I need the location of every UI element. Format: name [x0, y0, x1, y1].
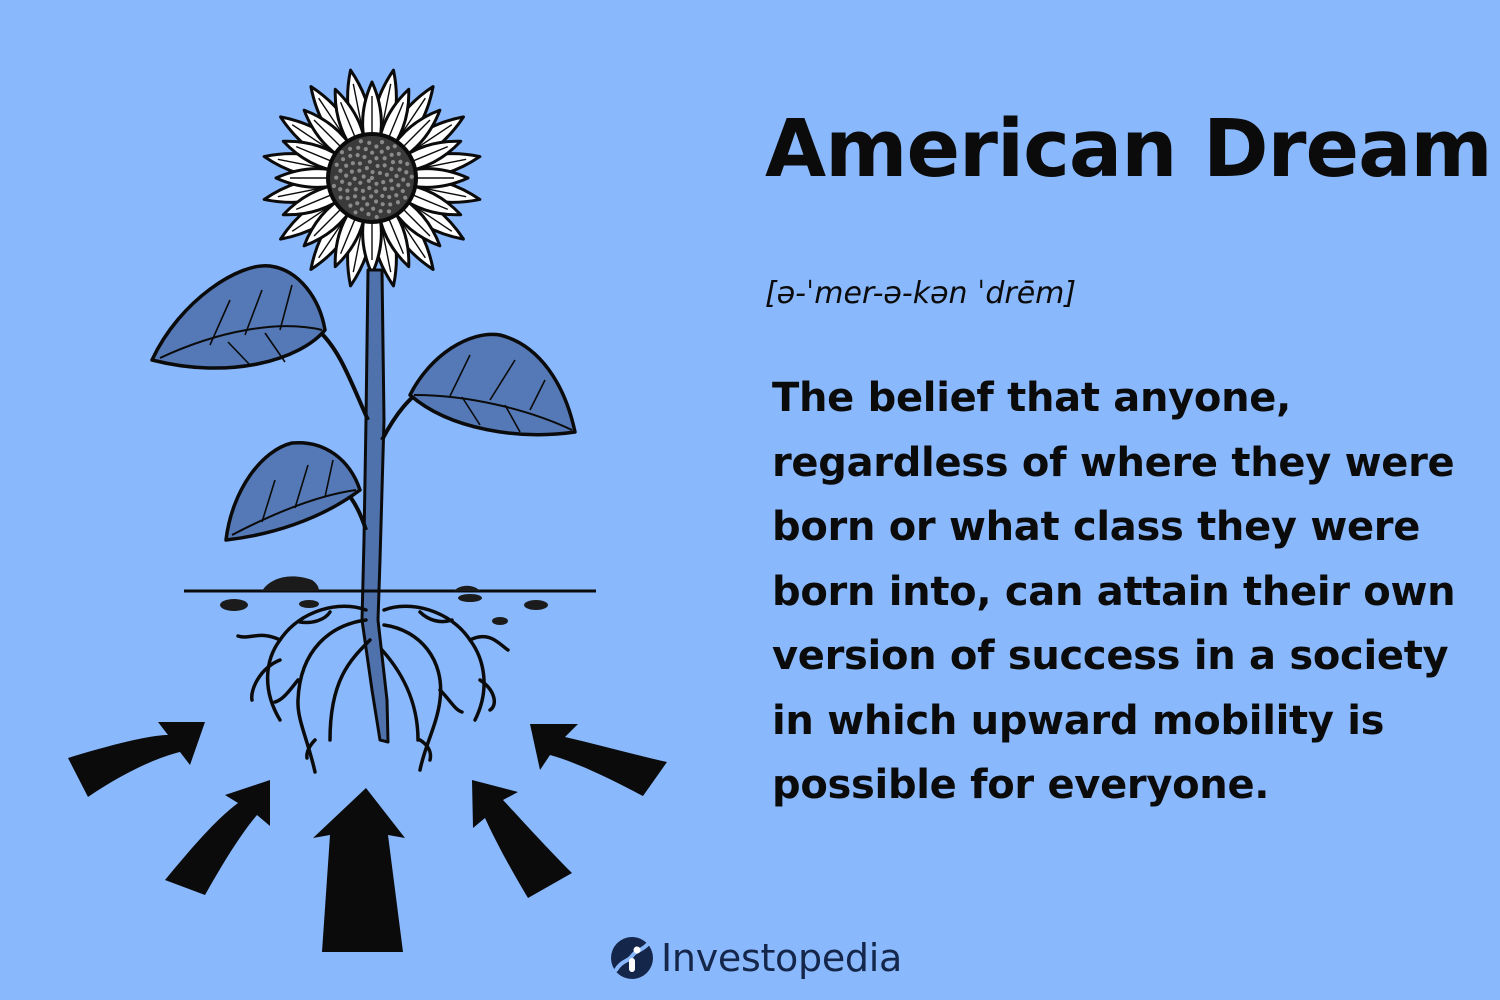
seed-dot — [341, 157, 345, 161]
seed-dot — [370, 170, 374, 174]
seed-dot — [362, 174, 366, 178]
leaf-right-icon — [410, 334, 575, 434]
seed-dot — [383, 156, 387, 160]
seed-dot — [348, 154, 352, 158]
seed-dot — [383, 163, 387, 167]
seed-dot — [383, 187, 387, 191]
seed-dot — [346, 196, 350, 200]
seed-dot — [374, 182, 378, 186]
seed-dot — [394, 174, 398, 178]
seed-dot — [390, 186, 394, 190]
arrow-icon — [530, 724, 667, 796]
seed-dot — [388, 202, 392, 206]
seed-dot — [358, 161, 362, 165]
seed-dot — [374, 199, 378, 203]
seed-dot — [378, 209, 382, 213]
seed-dot — [393, 144, 397, 148]
seed-dot — [386, 146, 390, 150]
seed-dot — [367, 179, 371, 183]
seed-dot — [398, 160, 402, 164]
seed-dot — [356, 146, 360, 150]
seed-dot — [353, 210, 357, 214]
seed-dot — [369, 194, 373, 198]
seed-dot — [354, 187, 358, 191]
seed-dot — [389, 178, 393, 182]
seed-dot — [398, 167, 402, 171]
seed-dot — [370, 176, 374, 180]
sunflower-icon — [264, 70, 480, 286]
arrow-icon — [313, 788, 405, 952]
seed-dot — [360, 207, 364, 211]
seed-dot — [387, 209, 391, 213]
seed-dot — [350, 169, 354, 173]
seed-dot — [401, 189, 405, 193]
seed-dot — [401, 177, 405, 181]
branch-left-upper — [318, 330, 368, 420]
seed-dot — [376, 164, 380, 168]
seed-dot — [397, 152, 401, 156]
seed-dot — [396, 183, 400, 187]
seed-dot — [348, 203, 352, 207]
seed-dot — [340, 150, 344, 154]
seed-dot — [374, 156, 378, 160]
leaf-upper-left-icon — [152, 266, 325, 368]
seed-dot — [381, 202, 385, 206]
seed-dot — [389, 167, 393, 171]
seed-dot — [375, 215, 379, 219]
seed-dot — [362, 155, 366, 159]
seed-dot — [338, 169, 342, 173]
seed-dot — [356, 153, 360, 157]
seed-dot — [355, 201, 359, 205]
seed-dot — [365, 166, 369, 170]
seed-dot — [381, 180, 385, 184]
seed-dot — [374, 144, 378, 148]
page-title: American Dream — [765, 103, 1492, 195]
seed-dot — [367, 141, 371, 145]
seed-dot — [380, 150, 384, 154]
definition-text: The belief that anyone, regardless of where they were born or what class they were born into, can attain their own version of success in a society in which upward mobility is possible for everyone. — [772, 375, 1456, 808]
seed-dot — [396, 200, 400, 204]
seed-dot — [353, 194, 357, 198]
leaf-lower-left-icon — [226, 443, 360, 540]
pronunciation: [ə-ˈmer-ə-kən ˈdrēm] — [765, 276, 1077, 311]
seed-dot — [344, 174, 348, 178]
seed-dot — [405, 162, 409, 166]
arrow-icon — [472, 780, 572, 898]
sunflower-illustration — [40, 60, 700, 960]
seed-dot — [367, 186, 371, 190]
seed-dot — [366, 212, 370, 216]
seed-dot — [374, 189, 378, 193]
seed-dot — [335, 163, 339, 167]
seed-dot — [344, 164, 348, 168]
seed-dot — [345, 189, 349, 193]
seed-dot — [348, 182, 352, 186]
seed-dot — [406, 183, 410, 187]
seed-dot — [387, 195, 391, 199]
seed-dot — [394, 193, 398, 197]
seed-dot — [353, 177, 357, 181]
seed-dot — [385, 173, 389, 177]
seed-dot — [361, 189, 365, 193]
brand-footer — [610, 934, 902, 982]
seed-dot — [351, 161, 355, 165]
seed-dot — [371, 207, 375, 211]
seed-dot — [370, 151, 374, 155]
seed-dot — [364, 147, 368, 151]
stem-icon — [362, 270, 388, 742]
seed-dot — [380, 194, 384, 198]
arrow-icon — [165, 780, 270, 895]
investopedia-logo-icon — [610, 936, 654, 980]
seed-dot — [348, 147, 352, 151]
soil-rocks — [220, 576, 548, 625]
seed-dot — [338, 195, 342, 199]
seed-dot — [378, 171, 382, 175]
seed-dot — [390, 153, 394, 157]
seed-dot — [359, 139, 363, 143]
seed-dot — [391, 160, 395, 164]
seed-dot — [358, 181, 362, 185]
seed-dot — [410, 175, 414, 179]
seed-dot — [368, 160, 372, 164]
seed-dot — [403, 196, 407, 200]
seed-dot — [357, 169, 361, 173]
brand-name: Investopedia — [661, 936, 902, 980]
seed-dot — [340, 180, 344, 184]
upward-arrows-icon — [68, 722, 667, 952]
seed-dot — [334, 176, 338, 180]
seed-dot — [365, 202, 369, 206]
seed-dot — [380, 140, 384, 144]
seed-dot — [332, 184, 336, 188]
seed-dot — [361, 196, 365, 200]
arrow-icon — [68, 722, 205, 797]
seed-dot — [404, 170, 408, 174]
seed-dot — [338, 187, 342, 191]
